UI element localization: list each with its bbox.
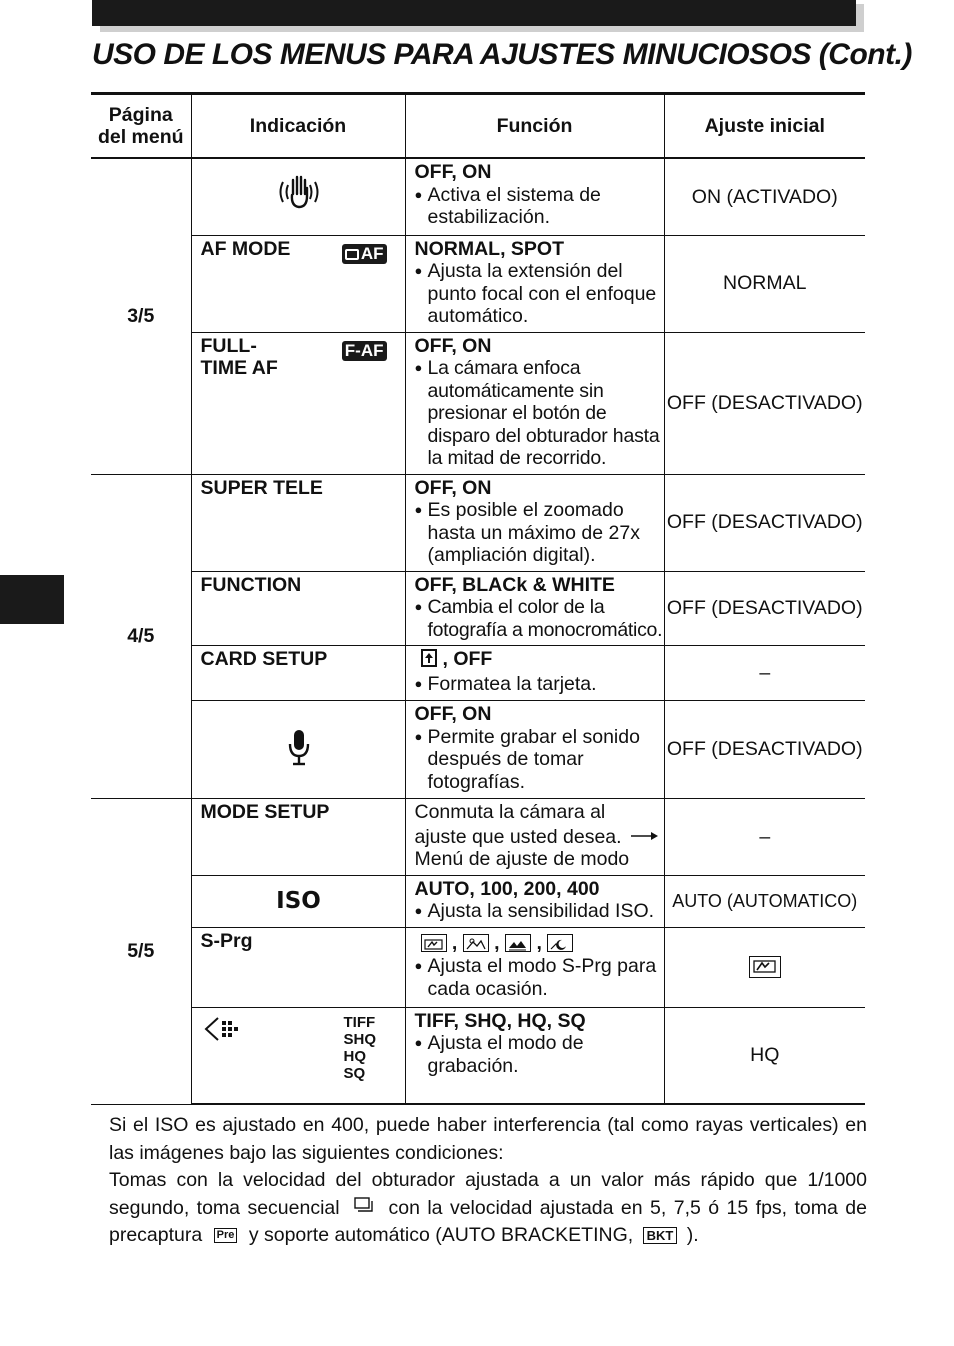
function-options: , OFF <box>415 648 664 673</box>
initial-setting: AUTO (AUTOMATICO) <box>664 875 865 927</box>
footnote <box>109 1112 867 1250</box>
table-row <box>91 701 865 799</box>
function-cell <box>405 235 664 332</box>
indication-label: CARD SETUP <box>200 648 328 670</box>
indication-cell <box>191 799 405 876</box>
function-cell <box>405 1007 664 1104</box>
landscape-portrait-scene-icon <box>463 934 489 952</box>
footnote-paragraph-2: Tomas con la velocidad del obturador ajustada a un valor más rápido que 1/1000 segundo, toma secuencial con la velocidad ajustada en 5, 7,5 ó 15 fps, toma de precaptura Pre y soporte automático (AUTO BRACKETING, BKT ). <box>109 1169 867 1247</box>
quality-item: SQ <box>343 1064 366 1082</box>
function-options: AUTO, 100, 200, 400 <box>414 877 600 900</box>
function-cell <box>405 571 664 646</box>
function-description: ● Formatea la tarjeta. <box>415 673 664 696</box>
function-description: ● Ajusta la extensión del punto focal con el enfoque automático. <box>415 260 664 328</box>
af-badge-label: AF <box>360 243 384 263</box>
function-cell <box>405 875 664 927</box>
table-row <box>91 332 865 474</box>
sport-scene-icon <box>421 934 447 952</box>
header-function: Función <box>405 94 664 159</box>
table-row <box>91 646 865 701</box>
function-options: TIFF, SHQ, HQ, SQ <box>414 1009 586 1032</box>
function-options: NORMAL, SPOT <box>414 237 564 260</box>
function-description: ● Ajusta la sensibilidad ISO. <box>415 900 664 923</box>
indication-label: AF MODE <box>200 237 291 260</box>
table-row <box>91 474 865 571</box>
header-indication: Indicación <box>191 94 405 159</box>
function-cell <box>405 646 664 701</box>
indication-cell <box>191 235 405 332</box>
indication-label: MODE SETUP <box>200 801 330 823</box>
menu-table <box>91 92 865 1105</box>
header-bar-shadow-bottom <box>100 26 864 32</box>
table-row <box>91 799 865 876</box>
function-description: ● Es posible el zoomado hasta un máximo de 27x (ampliación digital). <box>415 499 664 567</box>
page-cell: 3/5 <box>91 158 191 474</box>
quality-item: SHQ <box>343 1030 377 1048</box>
card-format-icon <box>421 649 437 673</box>
function-description: ● Activa el sistema de estabilización. <box>415 184 664 229</box>
section-tab <box>0 575 64 624</box>
table-header-row <box>91 94 865 159</box>
header-initial: Ajuste inicial <box>664 94 865 159</box>
function-cell <box>405 158 664 235</box>
table-row <box>91 158 865 235</box>
function-cell <box>405 799 664 876</box>
function-options: , , , <box>415 930 664 955</box>
function-cell <box>405 332 664 474</box>
indication-cell <box>191 474 405 571</box>
full-time-af-icon: F-AF <box>342 341 387 361</box>
table-row <box>91 1007 865 1104</box>
function-cell <box>405 474 664 571</box>
initial-setting: ON (ACTIVADO) <box>664 158 865 235</box>
function-description: ● Ajusta el modo S-Prg para cada ocasión. <box>415 955 664 1000</box>
indication-label: FUNCTION <box>200 573 302 596</box>
indication-cell <box>191 332 405 474</box>
initial-setting: OFF (DESACTIVADO) <box>664 571 865 646</box>
microphone-icon <box>287 728 311 772</box>
table-row <box>91 875 865 927</box>
initial-setting: OFF (DESACTIVADO) <box>664 474 865 571</box>
function-description-line: Menú de ajuste de modo <box>414 848 630 870</box>
bkt-icon: BKT <box>643 1227 678 1244</box>
function-options: OFF, ON <box>414 476 492 499</box>
precapture-icon: Pre <box>214 1228 238 1243</box>
af-mode-icon <box>342 244 387 264</box>
function-cell <box>405 927 664 1007</box>
function-description: ● Ajusta el modo de grabación. <box>415 1032 664 1077</box>
indication-cell <box>191 875 405 927</box>
initial-setting: OFF (DESACTIVADO) <box>664 701 865 799</box>
function-options: OFF, ON <box>414 703 492 725</box>
iso-label: ISO <box>276 888 321 915</box>
quality-mode-icon <box>204 1016 240 1048</box>
initial-setting: OFF (DESACTIVADO) <box>664 332 865 474</box>
page-cell: 5/5 <box>91 799 191 1105</box>
function-description-line: ajuste que usted desea. <box>415 824 664 849</box>
table-row <box>91 927 865 1007</box>
initial-setting: – <box>664 799 865 876</box>
indication-label: FULL-TIME AF <box>200 334 278 379</box>
initial-setting: NORMAL <box>664 235 865 332</box>
table-row <box>91 571 865 646</box>
function-options: OFF, ON <box>414 161 492 183</box>
arrow-right-icon <box>631 824 659 847</box>
page-cell: 4/5 <box>91 474 191 799</box>
footnote-paragraph-1: Si el ISO es ajustado en 400, puede haber interferencia (tal como rayas verticales) en las imágenes bajo las siguientes condiciones: <box>109 1114 867 1164</box>
function-options: OFF, ON <box>414 334 492 357</box>
quality-item: HQ <box>343 1047 366 1065</box>
function-description: ● La cámara enfoca automáticamente sin presionar el botón de disparo del obturador hasta la mitad de recorrido. <box>415 357 664 470</box>
table-row <box>91 235 865 332</box>
function-description-line: Conmuta la cámara al <box>414 801 606 823</box>
initial-setting: – <box>664 646 865 701</box>
page-title: USO DE LOS MENUS PARA AJUSTES MINUCIOSOS (Cont.) <box>92 38 912 71</box>
indication-cell <box>191 1007 405 1104</box>
sport-scene-icon <box>749 956 781 978</box>
indication-cell <box>191 571 405 646</box>
indication-label: S-Prg <box>200 929 253 952</box>
night-scene-icon <box>547 934 573 952</box>
sequential-shooting-icon <box>353 1195 375 1223</box>
initial-setting: HQ <box>664 1007 865 1104</box>
hand-stabilizer-icon <box>275 174 323 216</box>
landscape-scene-icon <box>505 934 531 952</box>
function-description: ● Permite grabar el sonido después de tomar fotografías. <box>415 726 664 794</box>
indication-label: SUPER TELE <box>200 476 323 499</box>
quality-list <box>344 1014 377 1082</box>
initial-setting <box>664 927 865 1007</box>
header-bar <box>92 0 856 26</box>
indication-cell <box>191 927 405 1007</box>
function-description: ● Cambia el color de la fotografía a monocromático. <box>415 596 664 641</box>
header-page: Página del menú <box>91 94 191 159</box>
function-options: OFF, BLACk & WHITE <box>414 573 615 596</box>
function-cell <box>405 701 664 799</box>
indication-cell <box>191 701 405 799</box>
indication-cell <box>191 158 405 235</box>
indication-cell <box>191 646 405 701</box>
quality-item: TIFF <box>343 1013 376 1031</box>
